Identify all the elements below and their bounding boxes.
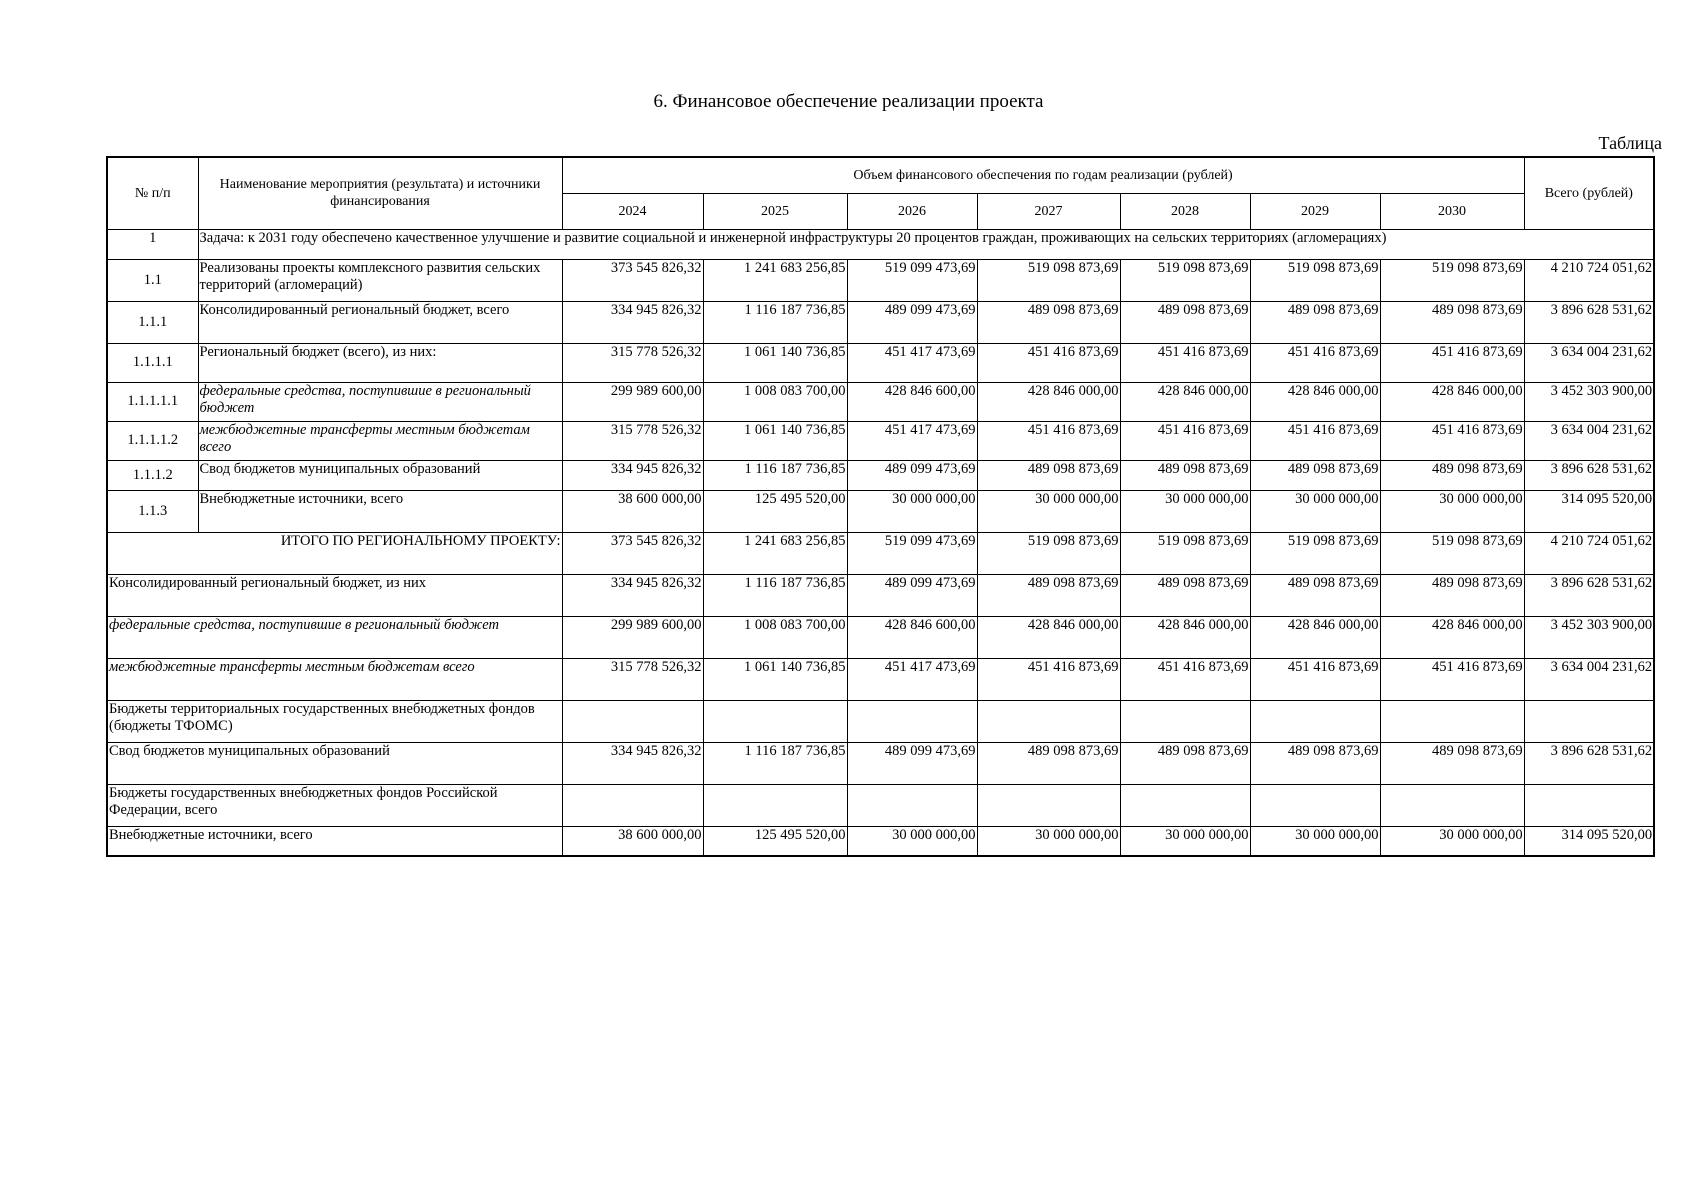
financing-table [106, 156, 1655, 857]
summary-value [977, 784, 1120, 826]
row-value: 3 634 004 231,62 [1524, 343, 1654, 382]
total-value: 1 241 683 256,85 [703, 532, 847, 574]
summary-value: 30 000 000,00 [1250, 826, 1380, 856]
row-value: 451 416 873,69 [977, 421, 1120, 460]
row-value: 3 896 628 531,62 [1524, 460, 1654, 490]
summary-name: Бюджеты территориальных государственных внебюджетных фондов (бюджеты ТФОМС) [107, 700, 562, 742]
row-value: 489 099 473,69 [847, 301, 977, 343]
summary-value [847, 700, 977, 742]
row-value: 489 098 873,69 [1120, 301, 1250, 343]
summary-value: 3 452 303 900,00 [1524, 616, 1654, 658]
summary-value: 489 098 873,69 [1380, 574, 1524, 616]
row-value: 451 416 873,69 [977, 343, 1120, 382]
summary-value [977, 700, 1120, 742]
row-value: 314 095 520,00 [1524, 490, 1654, 532]
row-value: 451 416 873,69 [1380, 343, 1524, 382]
row-code: 1.1.1.1.1 [107, 382, 198, 421]
summary-name: Внебюджетные источники, всего [107, 826, 562, 856]
row-value: 489 098 873,69 [977, 301, 1120, 343]
summary-value: 314 095 520,00 [1524, 826, 1654, 856]
table-row [107, 421, 1654, 460]
row-name: межбюджетные трансферты местным бюджетам всего [198, 421, 562, 460]
table-row [107, 343, 1654, 382]
row-name: Реализованы проекты комплексного развития сельских территорий (агломераций) [198, 259, 562, 301]
row-code: 1.1.1.1.2 [107, 421, 198, 460]
table-row [107, 490, 1654, 532]
summary-value: 489 099 473,69 [847, 742, 977, 784]
summary-value: 1 116 187 736,85 [703, 574, 847, 616]
summary-value: 451 417 473,69 [847, 658, 977, 700]
summary-value: 489 098 873,69 [977, 742, 1120, 784]
summary-value: 3 634 004 231,62 [1524, 658, 1654, 700]
row-value: 373 545 826,32 [562, 259, 703, 301]
row-value: 3 634 004 231,62 [1524, 421, 1654, 460]
row-value: 451 416 873,69 [1120, 421, 1250, 460]
row-code: 1.1 [107, 259, 198, 301]
header-year-2025: 2025 [703, 193, 847, 229]
row-value: 3 896 628 531,62 [1524, 301, 1654, 343]
row-value: 315 778 526,32 [562, 421, 703, 460]
summary-name: Консолидированный региональный бюджет, из них [107, 574, 562, 616]
summary-value: 334 945 826,32 [562, 574, 703, 616]
row-value: 334 945 826,32 [562, 301, 703, 343]
row-value: 30 000 000,00 [1380, 490, 1524, 532]
summary-value: 428 846 000,00 [1250, 616, 1380, 658]
row-value: 451 416 873,69 [1120, 343, 1250, 382]
row-value: 1 241 683 256,85 [703, 259, 847, 301]
summary-value: 451 416 873,69 [977, 658, 1120, 700]
row-value: 334 945 826,32 [562, 460, 703, 490]
summary-value [1250, 700, 1380, 742]
summary-row [107, 784, 1654, 826]
row-value: 489 098 873,69 [1120, 460, 1250, 490]
row-value: 489 099 473,69 [847, 460, 977, 490]
row-value: 315 778 526,32 [562, 343, 703, 382]
row-value: 1 116 187 736,85 [703, 301, 847, 343]
summary-row [107, 826, 1654, 856]
summary-value: 489 098 873,69 [1250, 742, 1380, 784]
row-value: 489 098 873,69 [1380, 301, 1524, 343]
summary-value: 30 000 000,00 [1120, 826, 1250, 856]
row-value: 519 098 873,69 [1380, 259, 1524, 301]
row-value: 489 098 873,69 [1250, 301, 1380, 343]
row-code: 1.1.1 [107, 301, 198, 343]
row-value: 428 846 000,00 [977, 382, 1120, 421]
total-value: 519 098 873,69 [1380, 532, 1524, 574]
total-value: 519 099 473,69 [847, 532, 977, 574]
header-year-2027: 2027 [977, 193, 1120, 229]
row-value: 489 098 873,69 [1380, 460, 1524, 490]
header-year-2026: 2026 [847, 193, 977, 229]
row-value: 1 008 083 700,00 [703, 382, 847, 421]
header-year-2030: 2030 [1380, 193, 1524, 229]
row-value: 30 000 000,00 [847, 490, 977, 532]
row-value: 519 098 873,69 [977, 259, 1120, 301]
row-value: 1 061 140 736,85 [703, 343, 847, 382]
total-value: 4 210 724 051,62 [1524, 532, 1654, 574]
summary-row [107, 616, 1654, 658]
row-value: 519 099 473,69 [847, 259, 977, 301]
total-value: 519 098 873,69 [977, 532, 1120, 574]
summary-name: Бюджеты государственных внебюджетных фондов Российской Федерации, всего [107, 784, 562, 826]
summary-value [562, 784, 703, 826]
summary-value: 30 000 000,00 [977, 826, 1120, 856]
row-value: 30 000 000,00 [1120, 490, 1250, 532]
summary-value: 428 846 000,00 [977, 616, 1120, 658]
summary-value [1524, 700, 1654, 742]
table-label: Таблица [1598, 133, 1662, 153]
summary-name: федеральные средства, поступившие в региональный бюджет [107, 616, 562, 658]
header-year-2029: 2029 [1250, 193, 1380, 229]
table-row [107, 301, 1654, 343]
summary-row [107, 700, 1654, 742]
summary-value: 489 098 873,69 [1120, 574, 1250, 616]
total-label: ИТОГО ПО РЕГИОНАЛЬНОМУ ПРОЕКТУ: [107, 532, 562, 574]
row-value: 4 210 724 051,62 [1524, 259, 1654, 301]
total-value: 373 545 826,32 [562, 532, 703, 574]
table-row [107, 259, 1654, 301]
header-year-2024: 2024 [562, 193, 703, 229]
total-row [107, 532, 1654, 574]
summary-value [847, 784, 977, 826]
summary-value: 38 600 000,00 [562, 826, 703, 856]
header-num: № п/п [107, 157, 198, 229]
summary-row [107, 742, 1654, 784]
summary-value: 334 945 826,32 [562, 742, 703, 784]
header-name: Наименование мероприятия (результата) и источники финансирования [198, 157, 562, 229]
table-row [107, 382, 1654, 421]
summary-value: 30 000 000,00 [847, 826, 977, 856]
total-value: 519 098 873,69 [1120, 532, 1250, 574]
row-value: 451 417 473,69 [847, 343, 977, 382]
summary-value: 30 000 000,00 [1380, 826, 1524, 856]
row-name: Консолидированный региональный бюджет, всего [198, 301, 562, 343]
summary-value: 428 846 000,00 [1380, 616, 1524, 658]
row-name: Внебюджетные источники, всего [198, 490, 562, 532]
summary-value [1380, 700, 1524, 742]
row-value: 451 417 473,69 [847, 421, 977, 460]
total-value: 519 098 873,69 [1250, 532, 1380, 574]
summary-value [1524, 784, 1654, 826]
header-volume: Объем финансового обеспечения по годам реализации (рублей) [562, 157, 1524, 193]
row-value: 451 416 873,69 [1380, 421, 1524, 460]
row-value: 451 416 873,69 [1250, 421, 1380, 460]
row-value: 1 061 140 736,85 [703, 421, 847, 460]
summary-value [1120, 700, 1250, 742]
row-code: 1.1.3 [107, 490, 198, 532]
row-value: 489 098 873,69 [977, 460, 1120, 490]
summary-value: 489 099 473,69 [847, 574, 977, 616]
row-value: 428 846 000,00 [1120, 382, 1250, 421]
row-name: Региональный бюджет (всего), из них: [198, 343, 562, 382]
summary-row [107, 658, 1654, 700]
header-total: Всего (рублей) [1524, 157, 1654, 229]
row-value: 125 495 520,00 [703, 490, 847, 532]
summary-value: 3 896 628 531,62 [1524, 742, 1654, 784]
row-value: 38 600 000,00 [562, 490, 703, 532]
summary-row [107, 574, 1654, 616]
row-value: 3 452 303 900,00 [1524, 382, 1654, 421]
row-value: 519 098 873,69 [1250, 259, 1380, 301]
summary-value: 489 098 873,69 [1120, 742, 1250, 784]
summary-value: 1 116 187 736,85 [703, 742, 847, 784]
summary-name: межбюджетные трансферты местным бюджетам всего [107, 658, 562, 700]
summary-value: 428 846 600,00 [847, 616, 977, 658]
summary-value: 1 008 083 700,00 [703, 616, 847, 658]
header-year-2028: 2028 [1120, 193, 1250, 229]
summary-value [703, 784, 847, 826]
summary-value: 489 098 873,69 [1380, 742, 1524, 784]
row-value: 30 000 000,00 [977, 490, 1120, 532]
summary-name: Свод бюджетов муниципальных образований [107, 742, 562, 784]
row-value: 428 846 000,00 [1250, 382, 1380, 421]
row-value: 519 098 873,69 [1120, 259, 1250, 301]
task-code: 1 [107, 229, 198, 259]
row-name: Свод бюджетов муниципальных образований [198, 460, 562, 490]
summary-value [1380, 784, 1524, 826]
row-value: 489 098 873,69 [1250, 460, 1380, 490]
summary-value: 125 495 520,00 [703, 826, 847, 856]
summary-value: 428 846 000,00 [1120, 616, 1250, 658]
summary-value: 3 896 628 531,62 [1524, 574, 1654, 616]
summary-value: 489 098 873,69 [1250, 574, 1380, 616]
row-value: 428 846 000,00 [1380, 382, 1524, 421]
summary-value [1120, 784, 1250, 826]
summary-value: 451 416 873,69 [1380, 658, 1524, 700]
table-row [107, 460, 1654, 490]
row-code: 1.1.1.1 [107, 343, 198, 382]
summary-value [703, 700, 847, 742]
summary-value: 451 416 873,69 [1250, 658, 1380, 700]
summary-value: 451 416 873,69 [1120, 658, 1250, 700]
row-value: 428 846 600,00 [847, 382, 977, 421]
row-value: 30 000 000,00 [1250, 490, 1380, 532]
summary-value [1250, 784, 1380, 826]
page-title: 6. Финансовое обеспечение реализации проекта [653, 91, 1044, 112]
summary-value: 299 989 600,00 [562, 616, 703, 658]
row-value: 1 116 187 736,85 [703, 460, 847, 490]
row-name: федеральные средства, поступившие в региональный бюджет [198, 382, 562, 421]
task-text: Задача: к 2031 году обеспечено качественное улучшение и развитие социальной и инженерной инфраструктуры 20 процентов граждан, проживающих на сельских территориях (агломерациях) [198, 229, 1654, 259]
row-value: 451 416 873,69 [1250, 343, 1380, 382]
summary-value: 1 061 140 736,85 [703, 658, 847, 700]
row-code: 1.1.1.2 [107, 460, 198, 490]
summary-value [562, 700, 703, 742]
summary-value: 489 098 873,69 [977, 574, 1120, 616]
summary-value: 315 778 526,32 [562, 658, 703, 700]
row-value: 299 989 600,00 [562, 382, 703, 421]
